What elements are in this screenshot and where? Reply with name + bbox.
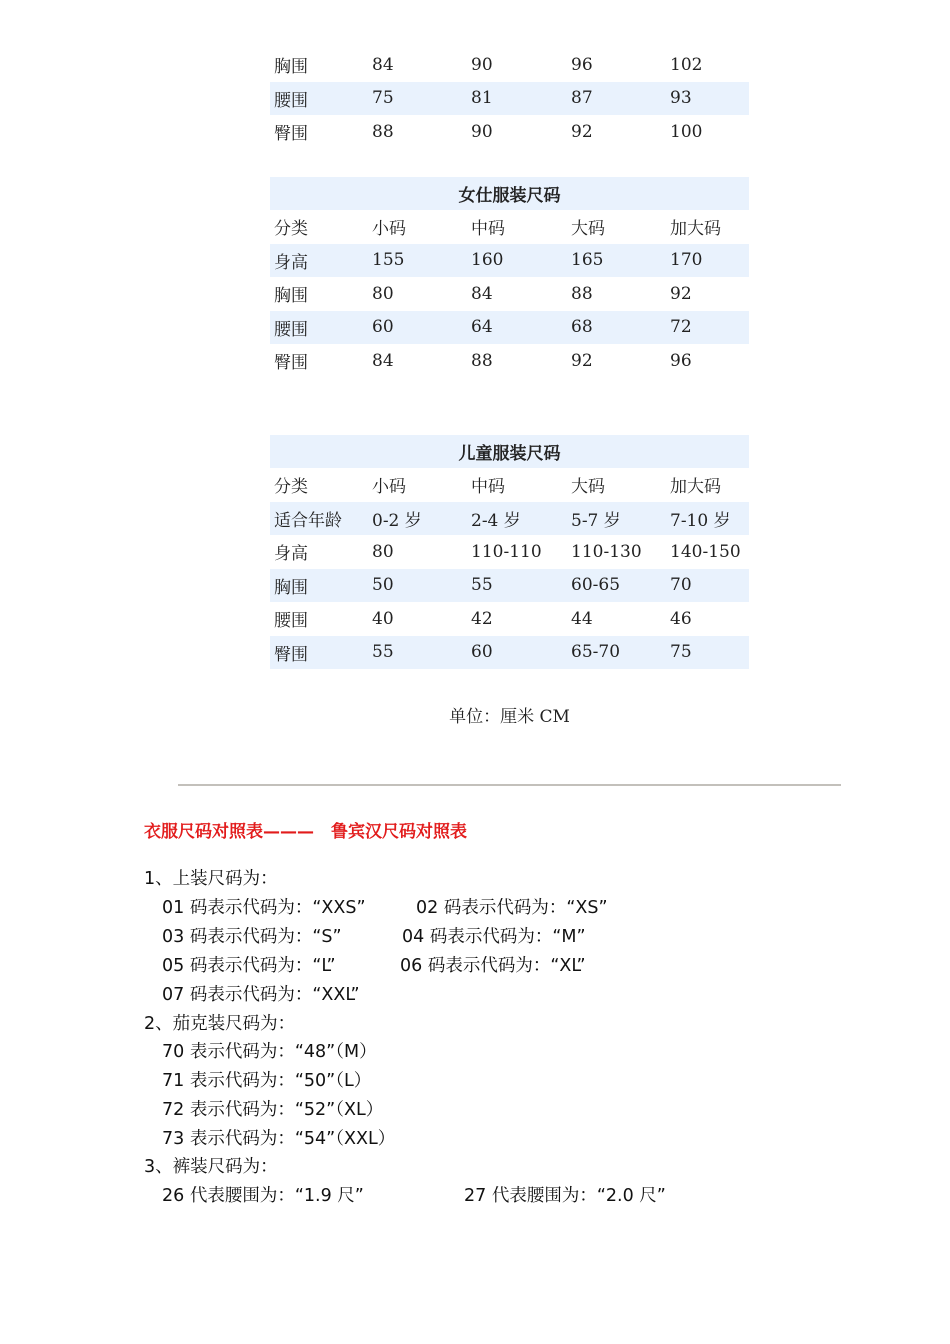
table-cell: 72 [670, 317, 692, 338]
table-cell: 44 [571, 608, 593, 629]
table-cell: 90 [471, 121, 493, 142]
table-cell: 46 [670, 608, 692, 629]
table-cell: 40 [372, 608, 394, 629]
table-cell: 7-10 岁 [670, 510, 731, 531]
table-cell: 96 [571, 54, 593, 75]
horizontal-divider [178, 784, 841, 786]
table-cell: 81 [471, 88, 493, 109]
column-header: 中码 [471, 477, 505, 498]
list-item: 72 表示代码为：“52”（XL） [162, 1100, 384, 1120]
row-label: 胸围 [274, 286, 308, 307]
table-cell: 2-4 岁 [471, 510, 521, 531]
table-title: 女仕服装尺码 [270, 177, 749, 210]
column-header: 大码 [571, 219, 605, 240]
table-row [270, 82, 749, 116]
list-item: 27 代表腰围为：“2.0 尺” [464, 1186, 666, 1206]
list-item: 05 码表示代码为：“L” [162, 956, 336, 976]
list-item: 26 代表腰围为：“1.9 尺” [162, 1186, 364, 1206]
table-cell: 160 [471, 250, 504, 271]
table-row [270, 602, 749, 636]
table-cell: 110-130 [571, 541, 642, 562]
table-cell: 55 [471, 575, 493, 596]
row-label: 臀围 [274, 124, 308, 145]
table-cell: 93 [670, 88, 692, 109]
table-cell: 110-110 [471, 541, 542, 562]
table-cell: 55 [372, 642, 394, 663]
table-cell: 100 [670, 121, 703, 142]
list-item: 06 码表示代码为：“XL” [400, 956, 586, 976]
list-heading-jackets: 2、茄克装尺码为： [144, 1014, 296, 1034]
list-item: 01 码表示代码为：“XXS” [162, 898, 366, 918]
table-cell: 75 [372, 88, 394, 109]
table-row [270, 277, 749, 311]
unit-note: 单位：厘米 CM [449, 707, 570, 727]
table-title: 儿童服装尺码 [270, 435, 749, 468]
table-cell: 0-2 岁 [372, 510, 422, 531]
table-cell: 155 [372, 250, 405, 271]
table-row [270, 344, 749, 378]
row-label: 身高 [274, 252, 308, 273]
table-cell: 88 [372, 121, 394, 142]
list-item: 73 表示代码为：“54”（XXL） [162, 1129, 396, 1149]
table-cell: 84 [372, 54, 394, 75]
row-label: 适合年龄 [274, 510, 342, 531]
table-row [270, 569, 749, 603]
list-item: 70 表示代码为：“48”（M） [162, 1042, 377, 1062]
table-cell: 80 [372, 283, 394, 304]
column-header: 小码 [372, 477, 406, 498]
table-cell: 60 [372, 317, 394, 338]
table-cell: 102 [670, 54, 703, 75]
table-cell: 92 [571, 350, 593, 371]
row-label: 腰围 [274, 319, 308, 340]
table-row [270, 636, 749, 670]
table-header-row [270, 210, 749, 244]
table-cell: 87 [571, 88, 593, 109]
column-header: 小码 [372, 219, 406, 240]
section-title: 衣服尺码对照表——— 鲁宾汉尺码对照表 [144, 822, 467, 842]
list-heading-tops: 1、上装尺码为： [144, 869, 278, 889]
column-header: 加大码 [670, 477, 721, 498]
table-cell: 5-7 岁 [571, 510, 621, 531]
list-item: 71 表示代码为：“50”（L） [162, 1071, 372, 1091]
list-item: 07 码表示代码为：“XXL” [162, 985, 360, 1005]
table-cell: 92 [571, 121, 593, 142]
table-cell: 50 [372, 575, 394, 596]
row-label: 胸围 [274, 577, 308, 598]
column-header: 大码 [571, 477, 605, 498]
table-cell: 65-70 [571, 642, 621, 663]
table-cell: 96 [670, 350, 692, 371]
table-cell: 170 [670, 250, 703, 271]
list-item: 02 码表示代码为：“XS” [416, 898, 608, 918]
table-row [270, 311, 749, 345]
men-size-table-partial [270, 48, 749, 149]
table-row [270, 535, 749, 569]
table-cell: 90 [471, 54, 493, 75]
table-cell: 68 [571, 317, 593, 338]
table-row [270, 502, 749, 536]
table-cell: 165 [571, 250, 604, 271]
row-label: 臀围 [274, 644, 308, 665]
column-header: 加大码 [670, 219, 721, 240]
women-size-table [270, 177, 749, 378]
table-cell: 84 [372, 350, 394, 371]
table-cell: 88 [571, 283, 593, 304]
column-header: 中码 [471, 219, 505, 240]
table-cell: 140-150 [670, 541, 741, 562]
list-heading-pants: 3、裤装尺码为： [144, 1157, 278, 1177]
row-label: 身高 [274, 544, 308, 565]
column-header: 分类 [274, 477, 308, 498]
table-cell: 64 [471, 317, 493, 338]
column-header: 分类 [274, 219, 308, 240]
table-row [270, 48, 749, 82]
table-cell: 42 [471, 608, 493, 629]
table-cell: 60 [471, 642, 493, 663]
table-cell: 75 [670, 642, 692, 663]
list-item: 03 码表示代码为：“S” [162, 927, 342, 947]
table-cell: 70 [670, 575, 692, 596]
row-label: 腰围 [274, 611, 308, 632]
table-cell: 80 [372, 541, 394, 562]
table-row [270, 244, 749, 278]
table-cell: 60-65 [571, 575, 621, 596]
list-item: 04 码表示代码为：“M” [402, 927, 586, 947]
row-label: 臀围 [274, 353, 308, 374]
table-header-row [270, 468, 749, 502]
row-label: 胸围 [274, 57, 308, 78]
table-cell: 84 [471, 283, 493, 304]
kids-size-table [270, 435, 749, 669]
table-cell: 92 [670, 283, 692, 304]
table-cell: 88 [471, 350, 493, 371]
row-label: 腰围 [274, 90, 308, 111]
table-row [270, 115, 749, 149]
